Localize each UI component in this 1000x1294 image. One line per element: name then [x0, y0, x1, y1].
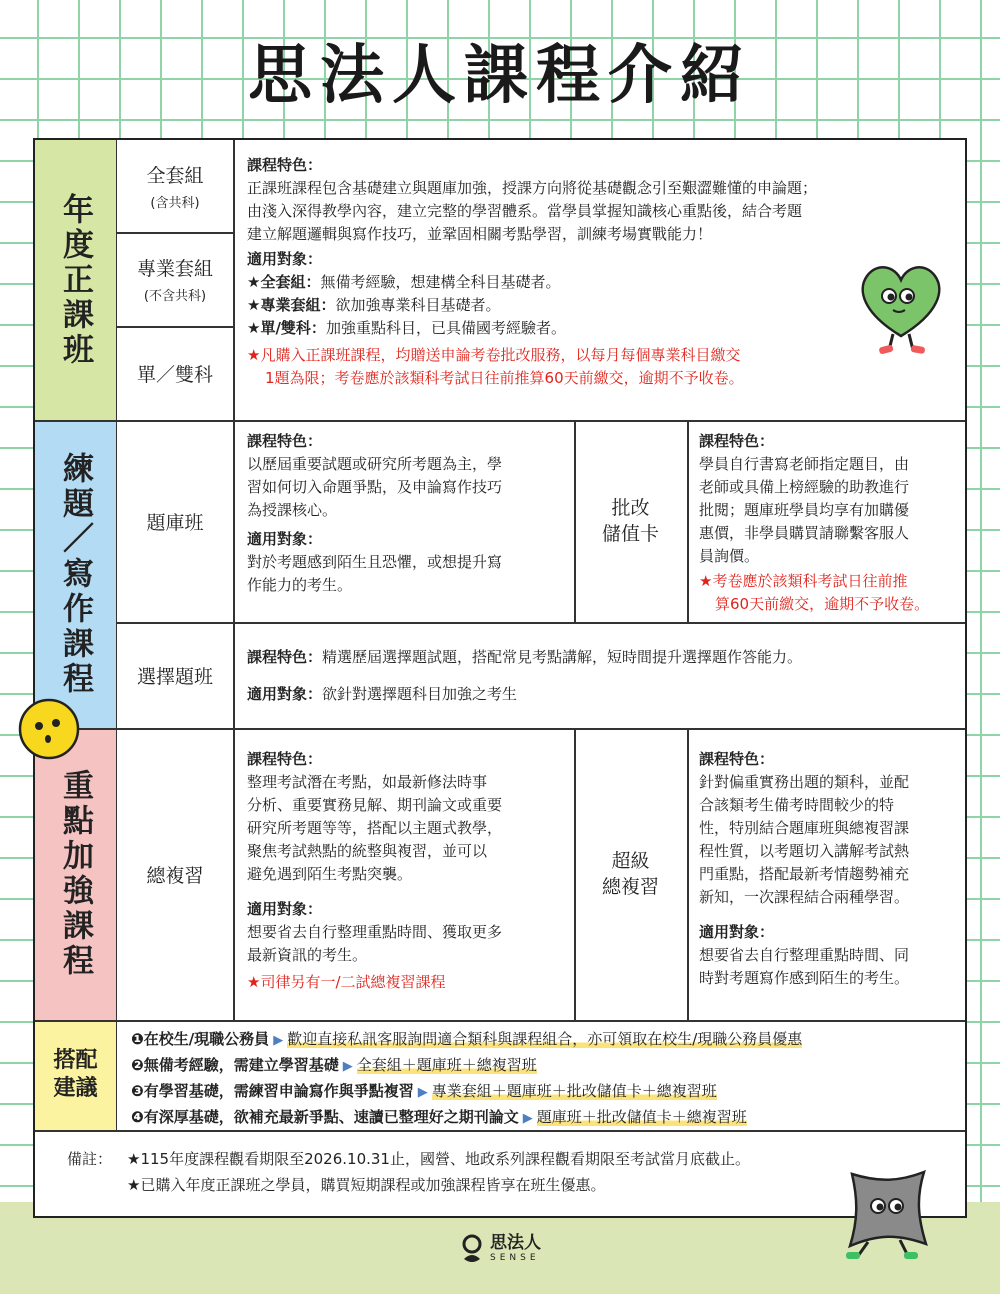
category-review-label: 重點加強課程 [57, 769, 93, 979]
choice-feature: 課程特色：精選歷屆選擇題試題，搭配常見考點講解，短時間提升選擇題作答能力。 [247, 648, 803, 666]
sub-multiple-choice-name: 選擇題班 [136, 665, 213, 688]
suggest-item-3: ❸有學習基礎，需練習申論寫作與爭點複習 ▶ 專業套組＋題庫班＋批改儲值卡＋總複習班 [131, 1082, 717, 1100]
arrow-right-icon: ▶ [273, 1033, 284, 1048]
card-notice-line: 算60天前繳交，逾期不予收卷。 [715, 595, 930, 613]
total-content [247, 748, 569, 994]
total-target-line: 最新資訊的考生。 [247, 946, 368, 964]
super-feature-line: 性，特別結合題庫班與總複習課 [699, 819, 910, 837]
sub-question-bank [117, 420, 233, 622]
card-feature-line: 員詢價。 [699, 547, 760, 565]
arrow-right-icon: ▶ [417, 1085, 428, 1100]
sub-grading-card-line: 批改 [611, 497, 650, 519]
sub-single-double-name: 單／雙科 [136, 363, 213, 386]
category-annual [35, 140, 117, 420]
gray-mascot-icon [838, 1162, 938, 1262]
bank-feature-line: 為授課核心。 [247, 501, 338, 519]
total-target-line: 想要省去自行整理重點時間、獲取更多 [247, 923, 503, 941]
page-title: 思法人課程介紹 [248, 39, 752, 113]
suggest-item-2: ❷無備考經驗，需建立學習基礎 ▶ 全套組＋題庫班＋總複習班 [131, 1056, 537, 1074]
notes-label: 備註： [67, 1150, 113, 1168]
total-target-title: 適用對象： [247, 900, 323, 918]
yellow-mascot-icon [16, 696, 82, 762]
annual-content [247, 154, 957, 390]
sub-total-review-name: 總複習 [146, 864, 204, 887]
sub-multiple-choice [117, 622, 233, 728]
choice-content [247, 646, 957, 706]
super-content [699, 748, 963, 990]
divider [35, 1130, 965, 1132]
notes-line: ★已購入年度正課班之學員，購買短期課程或加強課程皆享在班生優惠。 [127, 1176, 606, 1194]
category-suggest-label-2: 建議 [53, 1076, 98, 1101]
card-feature-title: 課程特色： [699, 432, 775, 450]
divider [233, 728, 235, 1020]
sub-full-set-note: (含共科) [150, 196, 200, 211]
annual-feature-title: 課程特色： [247, 156, 323, 174]
super-feature-line: 針對偏重實務出題的類科，並配 [699, 773, 910, 791]
annual-target-title: 適用對象： [247, 250, 323, 268]
card-notice-line: ★考卷應於該類科考試日往前推 [699, 572, 908, 590]
brand-logo-icon [458, 1233, 486, 1265]
sub-single-double [117, 326, 233, 420]
bank-target-line: 作能力的考生。 [247, 576, 353, 594]
category-annual-label: 年度正課班 [57, 192, 93, 368]
bank-feature-line: 以歷屆重要試題或研究所考題為主，學 [247, 455, 503, 473]
annual-feature-line: 由淺入深得教學內容，建立完整的學習體系。當學員掌握知識核心重點後，結合考題 [247, 202, 803, 220]
category-review [35, 728, 117, 1020]
total-feature-line: 分析、重要實務見解、期刊論文或重要 [247, 796, 503, 814]
card-feature-line: 老師或具備上榜經驗的助教進行 [699, 478, 910, 496]
super-target-line: 時對考題寫作感到陌生的考生。 [699, 969, 910, 987]
total-feature-line: 聚焦考試熱點的統整與複習，並可以 [247, 842, 488, 860]
sub-pro-set-note: (不含共科) [143, 289, 207, 304]
category-suggest [35, 1020, 117, 1130]
bank-feature-line: 習如何切入命題爭點，及申論寫作技巧 [247, 478, 503, 496]
total-notice: ★司律另有一/二試總複習課程 [247, 973, 446, 991]
annual-target-full: ★全套組：無備考經驗，想建構全科目基礎者。 [247, 273, 561, 291]
category-practice [35, 420, 117, 728]
arrow-right-icon: ▶ [342, 1059, 353, 1074]
sub-question-bank-name: 題庫班 [146, 511, 204, 534]
card-content [699, 430, 963, 616]
brand-logo-sub: SENSE [490, 1253, 540, 1263]
bank-target-line: 對於考題感到陌生且恐懼，或想提升寫 [247, 553, 503, 571]
card-feature-line: 批閱；題庫班學員均享有加購優 [699, 501, 910, 519]
heart-mascot-icon [853, 258, 949, 358]
super-feature-title: 課程特色： [699, 750, 775, 768]
annual-notice-line: 1題為限；考卷應於該類科考試日往前推算60天前繳交，逾期不予收卷。 [265, 369, 744, 387]
course-table [33, 138, 967, 1218]
sub-pro-set-name: 專業套組 [136, 258, 213, 280]
suggest-item-1: ❶在校生/現職公務員 ▶ 歡迎直接私訊客服詢問適合類科與課程組合，亦可領取在校生/現職公務員優惠 [131, 1030, 803, 1048]
sub-super-review [574, 728, 687, 1020]
suggest-item-4: ❹有深厚基礎，欲補充最新爭點、速讀已整理好之期刊論文 ▶ 題庫班＋批改儲值卡＋總複習班 [131, 1108, 747, 1126]
super-feature-line: 合該類考生備考時間較少的特 [699, 796, 895, 814]
sub-grading-card [574, 420, 687, 622]
divider [687, 728, 689, 1020]
sub-super-review-line: 超級 [611, 850, 650, 872]
choice-target: 適用對象：欲針對選擇題科目加強之考生 [247, 685, 518, 703]
bank-target-title: 適用對象： [247, 530, 323, 548]
annual-feature-line: 正課班課程包含基礎建立與題庫加強，授課方向將從基礎觀念引至艱澀難懂的申論題； [247, 179, 818, 197]
card-feature-line: 惠價，非學員購買請聯繫客服人 [699, 524, 910, 542]
sub-super-review-line: 總複習 [601, 876, 659, 898]
divider [117, 622, 965, 624]
sub-pro-set [117, 232, 233, 326]
divider [233, 140, 235, 728]
super-feature-line: 門重點，搭配最新考情趨勢補充 [699, 865, 910, 883]
notes-line: ★115年度課程觀看期限至2026.10.31止，國營、地政系列課程觀看期限至考試當月底截止。 [127, 1150, 750, 1168]
sub-grading-card-line: 儲值卡 [601, 523, 659, 545]
annual-notice-line: ★凡購入正課班課程，均贈送申論考卷批改服務，以每月每個專業科目繳交 [247, 346, 741, 364]
annual-target-single: ★單/雙科：加強重點科目，已具備國考經驗者。 [247, 319, 566, 337]
divider [687, 420, 689, 622]
total-feature-line: 研究所考題等等，搭配以主題式教學， [247, 819, 503, 837]
annual-feature-line: 建立解題邏輯與寫作技巧，並鞏固相關考點學習，訓練考場實戰能力！ [247, 225, 713, 243]
bank-feature-title: 課程特色： [247, 432, 323, 450]
divider [35, 1020, 965, 1022]
bank-content [247, 430, 569, 597]
brand-logo [458, 1233, 541, 1265]
arrow-right-icon: ▶ [522, 1111, 533, 1126]
category-suggest-label-1: 搭配 [53, 1048, 98, 1073]
super-feature-line: 新知，一次課程結合兩種學習。 [699, 888, 910, 906]
total-feature-line: 避免遇到陌生考點突襲。 [247, 865, 413, 883]
sub-full-set [117, 140, 233, 232]
super-target-title: 適用對象： [699, 923, 775, 941]
total-feature-title: 課程特色： [247, 750, 323, 768]
category-practice-label: 練題／寫作課程 [57, 451, 93, 697]
sub-full-set-name: 全套組 [146, 165, 204, 187]
card-feature-line: 學員自行書寫老師指定題目，由 [699, 455, 910, 473]
super-target-line: 想要省去自行整理重點時間、同 [699, 946, 910, 964]
brand-logo-name: 思法人 [490, 1233, 541, 1253]
annual-target-pro: ★專業套組：欲加強專業科目基礎者。 [247, 296, 501, 314]
total-feature-line: 整理考試潛在考點，如最新修法時事 [247, 773, 488, 791]
sub-total-review [117, 728, 233, 1020]
super-feature-line: 程性質，以考題切入講解考試熱 [699, 842, 910, 860]
